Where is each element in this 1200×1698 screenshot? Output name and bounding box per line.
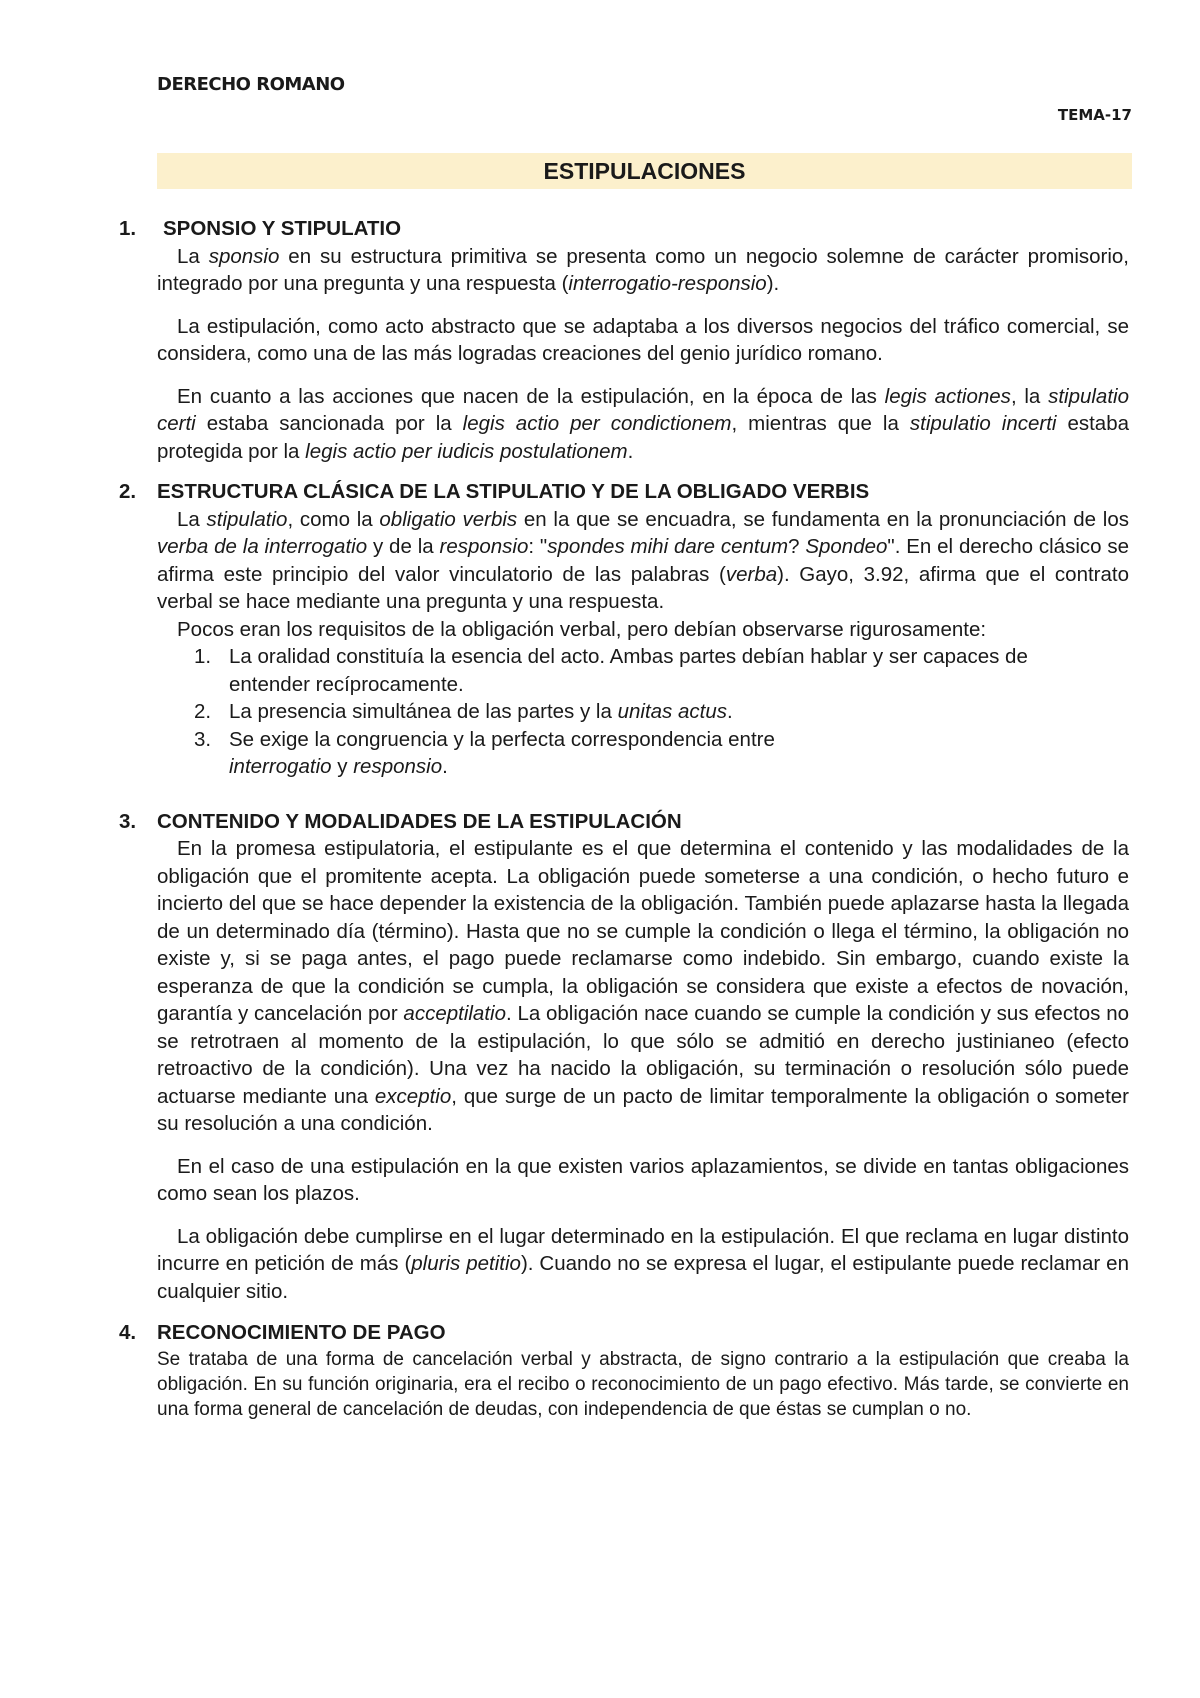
latin-term: stipulatio	[206, 507, 288, 531]
latin-term: verba	[725, 562, 778, 586]
paragraph: En cuanto a las acciones que nacen de la estipulación, en la época de las legis actiones, la stipulatio certi estaba sancionada por la legis actio per condictionem, mientras que la stipulatio incerti estaba protegida por la legis actio per iudicis postulationem.	[157, 384, 1130, 463]
paragraph: Pocos eran los requisitos de la obligación verbal, pero debían observarse rigurosamente:	[177, 617, 987, 641]
paragraph: Se trataba de una forma de cancelación verbal y abstracta, de signo contrario a la estipulación que creaba la obligación. En su función originaria, era el recibo o reconocimiento de un pago efectivo. Más tarde, se convierte en una forma general de cancelación de deudas, con independencia de que éstas se cumplan o no.	[157, 1348, 1129, 1420]
requirements-list	[157, 643, 1129, 781]
latin-term: exceptio	[374, 1084, 452, 1108]
list-item: 2. La presencia simultánea de las partes y la unitas actus.	[194, 700, 733, 723]
latin-term: sponsio	[208, 244, 280, 268]
section-1	[119, 215, 1130, 465]
document-title: ESTIPULACIONES	[157, 153, 1132, 189]
section-title: SPONSIO Y STIPULATIO	[163, 217, 402, 240]
topic-label: TEMA-17	[1057, 106, 1132, 124]
document-body	[119, 215, 1130, 1422]
list-item: 1. La oralidad constituía la esencia del acto. Ambas partes debían hablar y ser capaces de entender recíprocamente.	[194, 645, 1028, 696]
section-heading	[119, 478, 1129, 506]
section-heading	[119, 808, 1129, 836]
section-heading	[119, 215, 1129, 243]
latin-term: acceptilatio	[403, 1002, 506, 1025]
section-number: 4.	[119, 1321, 137, 1344]
list-item: 3. Se exige la congruencia y la perfecta correspondencia entre interrogatio y responsio.	[194, 727, 775, 778]
latin-term: stipulatio incerti	[909, 412, 1057, 435]
latin-term: legis actiones	[884, 384, 1011, 408]
latin-term: pluris petitio	[411, 1252, 521, 1275]
latin-term: unitas actus	[617, 700, 727, 723]
paragraph: La stipulatio, como la obligatio verbis en la que se encuadra, se fundamenta en la pronunciación de los verba de la interrogatio y de la responsio: "spondes mihi dare centum? Spondeo". En el derecho clásico se afirma este principio del valor vinculatorio de las palabras (verba). Gayo, 3.92, afirma que el contrato verbal se hace mediante una pregunta y una respuesta.	[157, 507, 1130, 613]
latin-term: legis actio per condictionem	[462, 412, 732, 435]
section-3	[119, 808, 1129, 1306]
latin-term: responsio	[439, 535, 529, 558]
section-number: 1.	[119, 217, 137, 240]
latin-term: interrogatio	[229, 755, 332, 778]
latin-term: Spondeo	[805, 535, 888, 558]
latin-term: legis actio per iudicis postulationem	[305, 439, 628, 463]
paragraph: En el caso de una estipulación en la que existen varios aplazamientos, se divide en tantas obligaciones como sean los plazos.	[157, 1154, 1129, 1205]
paragraph: La estipulación, como acto abstracto que se adaptaba a los diversos negocios del tráfico comercial, se considera, como una de las más logradas creaciones del genio jurídico romano.	[157, 314, 1129, 365]
latin-term: responsio	[353, 755, 443, 778]
section-title: RECONOCIMIENTO DE PAGO	[157, 1321, 446, 1344]
section-2	[119, 478, 1130, 781]
latin-term: spondes mihi dare centum	[547, 535, 789, 558]
section-heading	[119, 1319, 1129, 1347]
section-number: 3.	[119, 809, 137, 833]
latin-term: interrogatio-responsio	[568, 272, 767, 295]
section-4	[119, 1319, 1129, 1422]
section-number: 2.	[119, 480, 137, 503]
paragraph: La sponsio en su estructura primitiva se presenta como un negocio solemne de carácter promisorio, integrado por una pregunta y una respuesta (interrogatio-responsio).	[157, 244, 1130, 295]
latin-term: stipulatio certi	[157, 384, 1129, 435]
section-title: ESTRUCTURA CLÁSICA DE LA STIPULATIO Y DE LA OBLIGADO VERBIS	[157, 480, 870, 503]
latin-term: obligatio verbis	[379, 507, 518, 531]
paragraph: En la promesa estipulatoria, el estipulante es el que determina el contenido y las modalidades de la obligación que el promitente acepta. La obligación puede someterse a una condición, o hecho futuro e incierto del que se hace depender la existencia de la obligación. También puede aplazarse hasta la llegada de un determinado día (término). Hasta que no se cumple la condición o llega el término, la obligación no existe y, si se paga antes, el pago puede reclamarse como indebido. Sin embargo, cuando existe la esperanza de que la condición se cumpla, la obligación se considera que existe a efectos de novación, garantía y cancelación por acceptilatio. La obligación nace cuando se cumple la condición y sus efectos no se retrotraen al momento de la estipulación, lo que sólo se admitió en derecho justinianeo (efecto retroactivo de la condición). Una vez ha nacido la obligación, su terminación o resolución sólo puede actuarse mediante una exceptio, que surge de un pacto de limitar temporalmente la obligación o someter su resolución a una condición.	[157, 837, 1129, 1135]
paragraph: La obligación debe cumplirse en el lugar determinado en la estipulación. El que reclama en lugar distinto incurre en petición de más (pluris petitio). Cuando no se expresa el lugar, el estipulante puede reclamar en cualquier sitio.	[157, 1224, 1129, 1303]
latin-term: verba de la interrogatio	[157, 535, 368, 558]
course-header: DERECHO ROMANO	[157, 74, 345, 95]
section-title: CONTENIDO Y MODALIDADES DE LA ESTIPULACIÓN	[157, 809, 682, 833]
